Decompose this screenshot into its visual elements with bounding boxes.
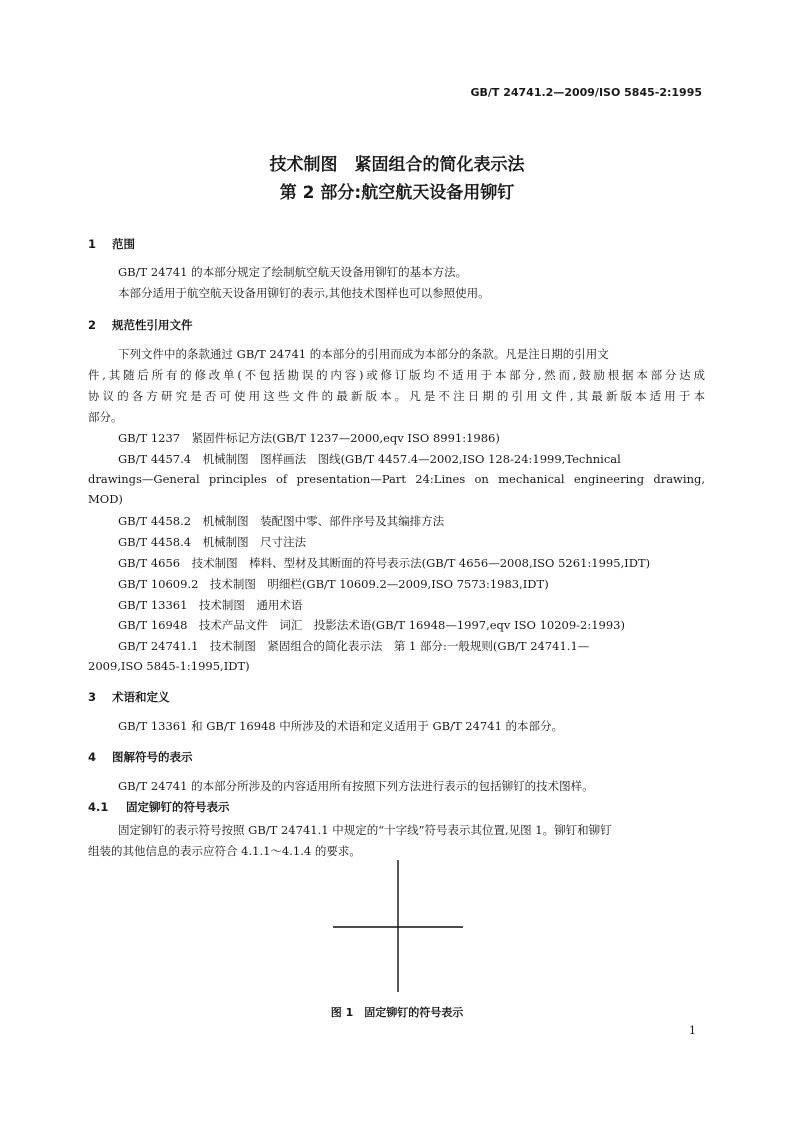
section-4-1-heading [88, 799, 230, 815]
section-1-heading [88, 236, 135, 252]
reference-line: MOD) [88, 492, 123, 506]
section-title: 范围 [112, 237, 135, 251]
paragraph-line: 下列文件中的条款通过 GB/T 24741 的本部分的引用而成为本部分的条款。凡是注日期的引用文 [118, 347, 609, 361]
section-title: 术语和定义 [112, 690, 170, 704]
paragraph-line: 协议的各方研究是否可使用这些文件的最新版本。凡是不注日期的引用文件,其最新版本适用于本 [88, 389, 705, 403]
figure-caption: 图 1 固定铆钉的符号表示 [330, 1006, 464, 1019]
reference-line: GB/T 4458.4 机械制图 尺寸注法 [118, 535, 307, 549]
section-2-heading [88, 317, 193, 333]
section-title: 固定铆钉的符号表示 [126, 800, 230, 814]
section-number: 4 [88, 750, 97, 764]
reference-line: GB/T 4457.4 机械制图 图样画法 图线(GB/T 4457.4—2002,ISO 128-24:1999,Technical [118, 452, 621, 466]
paragraph-line: GB/T 13361 和 GB/T 16948 中所涉及的术语和定义适用于 GB/T 24741 的本部分。 [118, 719, 564, 733]
paragraph-line: GB/T 24741 的本部分所涉及的内容适用所有按照下列方法进行表示的包括铆钉的技术图样。 [118, 779, 594, 793]
section-title: 图解符号的表示 [112, 750, 193, 764]
document-subtitle: 第 2 部分:航空航天设备用铆钉 [279, 183, 515, 203]
section-number: 4.1 [88, 800, 109, 814]
reference-line: GB/T 13361 技术制图 通用术语 [118, 598, 303, 612]
document-title: 技术制图 紧固组合的简化表示法 [269, 155, 525, 175]
standard-number: GB/T 24741.2—2009/ISO 5845-2:1995 [470, 86, 702, 99]
section-4-heading [88, 749, 193, 765]
paragraph-line: 部分。 [88, 410, 123, 424]
reference-line: GB/T 4458.2 机械制图 装配图中零、部件序号及其编排方法 [118, 514, 445, 528]
reference-line: GB/T 24741.1 技术制图 紧固组合的简化表示法 第 1 部分:一般规则(GB/T 24741.1— [118, 639, 590, 653]
paragraph-line: 固定铆钉的表示符号按照 GB/T 24741.1 中规定的“十字线”符号表示其位置,见图 1。铆钉和铆钉 [118, 823, 612, 837]
section-title: 规范性引用文件 [112, 318, 193, 332]
section-3-heading [88, 689, 170, 705]
paragraph-line: 件,其随后所有的修改单(不包括勘误的内容)或修订版均不适用于本部分,然而,鼓励根据本部分达成 [88, 368, 705, 382]
paragraph-line: GB/T 24741 的本部分规定了绘制航空航天设备用铆钉的基本方法。 [118, 265, 468, 279]
reference-line: GB/T 10609.2 技术制图 明细栏(GB/T 10609.2—2009,ISO 7573:1983,IDT) [118, 577, 549, 591]
reference-line: drawings—General principles of presentation—Part 24:Lines on mechanical engineering drawing, [88, 472, 705, 486]
paragraph-line: 本部分适用于航空航天设备用铆钉的表示,其他技术图样也可以参照使用。 [118, 286, 490, 300]
reference-line: GB/T 16948 技术产品文件 词汇 投影法术语(GB/T 16948—1997,eqv ISO 10209-2:1993) [118, 618, 625, 632]
section-number: 3 [88, 690, 97, 704]
reference-line: 2009,ISO 5845-1:1995,IDT) [88, 659, 250, 673]
reference-line: GB/T 1237 紧固件标记方法(GB/T 1237—2000,eqv ISO 8991:1986) [118, 431, 500, 445]
section-number: 1 [88, 237, 97, 251]
reference-line: GB/T 4656 技术制图 棒料、型材及其断面的符号表示法(GB/T 4656—2008,ISO 5261:1995,IDT) [118, 556, 651, 570]
section-number: 2 [88, 318, 97, 332]
paragraph-line: 组装的其他信息的表示应符合 4.1.1～4.1.4 的要求。 [88, 844, 361, 858]
page-number: 1 [689, 1024, 696, 1037]
rivet-cross-symbol [330, 858, 466, 994]
